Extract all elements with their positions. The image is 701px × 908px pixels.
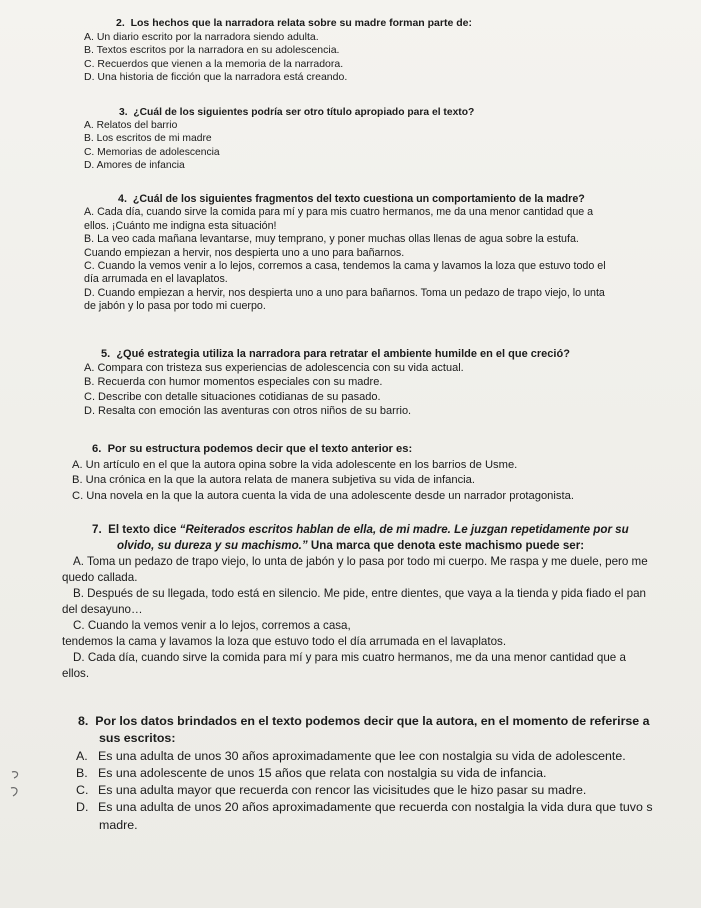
- question-8-stem: [78, 713, 701, 730]
- question-5-option-d: D. Resalta con emoción las aventuras con otros niños de su barrio.: [84, 404, 412, 417]
- question-7-number: 7.: [92, 523, 102, 536]
- question-4-option-a: A. Cada día, cuando sirve la comida para mí y para mis cuatro hermanos, me da una menor cantidad que a: [84, 206, 594, 219]
- question-8-option-d: [76, 799, 701, 816]
- question-7-stem-cont: [117, 538, 701, 554]
- question-5-option-c: C. Describe con detalle situaciones cotidianas de su pasado.: [84, 390, 381, 403]
- question-8-option-d-text: Es una adulta de unos 20 años aproximadamente que recuerda con nostalgia la vida dura que tuvo s: [98, 800, 653, 815]
- question-2-option-a: A. Un diario escrito por la narradora siendo adulta.: [84, 30, 319, 43]
- question-7-option-d-cont: ellos.: [62, 667, 90, 680]
- question-5-stem: [101, 347, 570, 361]
- question-8: [76, 713, 701, 834]
- question-4-stem: [118, 193, 606, 206]
- question-4-option-c-cont: día arrumada en el lavaplatos.: [84, 273, 228, 286]
- question-7-option-a-cont: quedo callada.: [62, 571, 138, 584]
- question-7: [62, 522, 701, 682]
- question-8-option-d-cont: madre.: [99, 817, 138, 832]
- question-3-option-d: D. Amores de infancia: [84, 159, 185, 171]
- question-4-number: 4.: [118, 193, 127, 205]
- question-3: [84, 106, 474, 172]
- question-6-text: Por su estructura podemos decir que el texto anterior es:: [107, 443, 413, 455]
- question-6-number: 6.: [92, 443, 102, 455]
- question-8-option-d-label: D.: [76, 800, 89, 815]
- question-7-option-b: B. Después de su llegada, todo está en silencio. Me pide, entre dientes, que vaya a la tienda y pida fiado el pan: [73, 587, 646, 600]
- question-6-option-b: B. Una crónica en la que la autora relata de manera subjetiva su vida de infancia.: [72, 474, 475, 486]
- question-5-option-a: A. Compara con tristeza sus experiencias de adolescencia con su vida actual.: [84, 362, 464, 375]
- question-2-option-c: C. Recuerdos que vienen a la memoria de la narradora.: [84, 57, 344, 70]
- question-7-option-c-cont: tendemos la cama y lavamos la loza que estuvo todo el día arrumada en el lavaplatos.: [62, 635, 507, 648]
- question-8-option-b-label: B.: [76, 765, 88, 780]
- question-8-number: 8.: [78, 714, 89, 728]
- question-6-stem: [92, 442, 574, 458]
- question-8-stem-cont: sus escritos:: [99, 731, 176, 746]
- question-4-text: ¿Cuál de los siguientes fragmentos del texto cuestiona un comportamiento de la madre?: [132, 193, 585, 205]
- question-3-number: 3.: [119, 107, 128, 118]
- question-8-option-b-text: Es una adolescente de unos 15 años que relata con nostalgia su vida de infancia.: [98, 765, 547, 780]
- question-2: [84, 17, 472, 85]
- question-7-stem: [92, 522, 701, 538]
- question-7-text-plain: El texto dice: [108, 523, 180, 536]
- question-4-option-b: B. La veo cada mañana levantarse, muy temprano, y poner muchas ollas llenas de agua sobre la estufa.: [84, 233, 579, 246]
- question-3-option-b: B. Los escritos de mi madre: [84, 133, 212, 145]
- question-8-option-a-label: A.: [76, 748, 88, 763]
- question-3-option-c: C. Memorias de adolescencia: [84, 146, 220, 158]
- question-7-option-b-cont: del desayuno…: [62, 603, 143, 616]
- question-4-option-c: C. Cuando la vemos venir a lo lejos, corremos a casa, tendemos la cama y lavamos la loza que estuvo todo el: [84, 260, 606, 273]
- question-8-option-a-text: Es una adulta de unos 30 años aproximadamente que lee con nostalgia su vida de adolescente.: [98, 748, 626, 763]
- question-6-option-c: C. Una novela en la que la autora cuenta la vida de una adolescente desde un narrador protagonista.: [72, 489, 574, 502]
- question-8-option-c-text: Es una adulta mayor que recuerda con rencor las vicisitudes que le hizo pasar su madre.: [98, 783, 587, 798]
- question-5-text: ¿Qué estrategia utiliza la narradora para retratar el ambiente humilde en el que creció?: [116, 348, 570, 360]
- question-3-option-a: A. Relatos del barrio: [84, 120, 178, 132]
- question-2-stem: [116, 17, 472, 31]
- question-3-text: ¿Cuál de los siguientes podría ser otro título apropiado para el texto?: [133, 107, 475, 118]
- question-5-option-b: B. Recuerda con humor momentos especiales con su madre.: [84, 376, 383, 389]
- question-8-option-a: [76, 748, 701, 765]
- question-2-text: Los hechos que la narradora relata sobre su madre forman parte de:: [130, 17, 472, 29]
- question-7-option-d: D. Cada día, cuando sirve la comida para mí y para mis cuatro hermanos, me da una menor cantidad que a: [73, 651, 626, 664]
- question-7-text-tail: Una marca que denota este machismo puede ser:: [307, 539, 585, 552]
- question-4-option-d-cont: de jabón y lo pasa por todo mi cuerpo.: [84, 300, 266, 313]
- question-7-quote-cont: olvido, su dureza y su machismo.”: [117, 539, 308, 552]
- question-2-option-d: D. Una historia de ficción que la narradora está creando.: [84, 71, 348, 84]
- question-4: [84, 193, 606, 314]
- question-2-number: 2.: [116, 17, 125, 29]
- pencil-mark-icon: [8, 768, 24, 808]
- question-8-option-b: [76, 765, 701, 782]
- question-4-option-a-cont: ellos. ¡Cuánto me indigna esta situación!: [84, 219, 277, 232]
- question-7-option-a: A. Toma un pedazo de trapo viejo, lo unta de jabón y lo pasa por todo mi cuerpo. Me raspa y me duele, pero me: [73, 555, 648, 568]
- question-4-option-d: D. Cuando empiezan a hervir, nos despierta uno a uno para bañarnos. Toma un pedazo de trapo viejo, lo unta: [84, 286, 605, 299]
- question-4-option-b-cont: Cuando empiezan a hervir, nos despierta uno a uno para bañarnos.: [84, 246, 405, 259]
- question-8-option-c: [76, 782, 701, 799]
- question-8-option-c-label: C.: [76, 783, 89, 798]
- question-6-option-a: A. Un artículo en el que la autora opina sobre la vida adolescente en los barrios de Usme.: [72, 458, 518, 471]
- question-7-option-c: C. Cuando la vemos venir a lo lejos, corremos a casa,: [73, 619, 351, 632]
- question-5: [84, 347, 570, 418]
- question-5-number: 5.: [101, 348, 111, 360]
- question-3-stem: [119, 106, 474, 119]
- question-8-text: Por los datos brindados en el texto podemos decir que la autora, en el momento de referirse a: [95, 714, 650, 728]
- question-6: [72, 442, 574, 504]
- question-2-option-b: B. Textos escritos por la narradora en su adolescencia.: [84, 44, 340, 57]
- question-7-quote: “Reiterados escritos hablan de ella, de mi madre. Le juzgan repetidamente por su: [179, 523, 629, 536]
